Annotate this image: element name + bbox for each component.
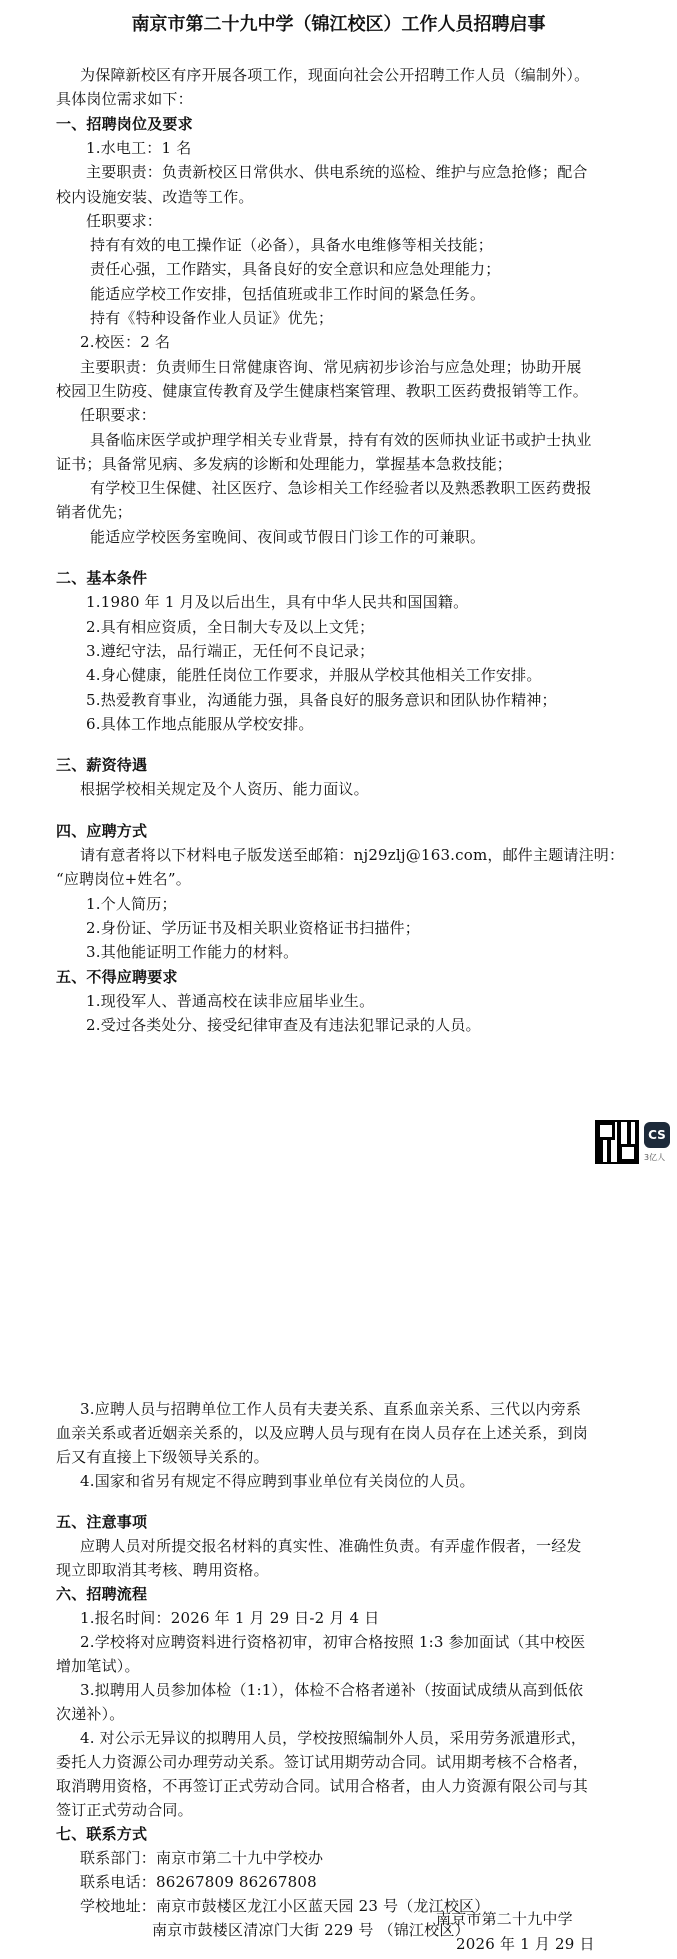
text-line: 具体岗位需求如下：: [56, 90, 193, 109]
section-heading: 二、基本条件: [56, 569, 148, 587]
text-line: 次递补）。: [56, 1704, 125, 1723]
text-line: “应聘岗位+姓名”。: [56, 870, 191, 889]
section-heading: 六、招聘流程: [56, 1584, 148, 1603]
text-line: 委托人力资源公司办理劳动关系。签订试用期劳动合同。试用期考核不合格者，: [56, 1752, 589, 1771]
text-line: 增加笔试）。: [56, 1656, 140, 1675]
text-line: 1.水电工：1 名: [86, 138, 192, 157]
text-line: 1.报名时间：2026 年 1 月 29 日-2 月 4 日: [80, 1608, 380, 1627]
text-line: 现立即取消其考核、聘用资格。: [56, 1560, 269, 1579]
text-line: 任职要求：: [86, 211, 163, 230]
text-line: 校内设施安装、改造等工作。: [56, 187, 254, 206]
text-line: 有学校卫生保健、社区医疗、急诊相关工作经验者以及熟悉教职工医药费报: [90, 479, 592, 498]
text-line: 任职要求：: [80, 406, 157, 425]
text-line: 4. 对公示无异议的拟聘用人员，学校按照编制外人员，采用劳务派遣形式，: [80, 1728, 587, 1747]
section-heading: 四、应聘方式: [56, 821, 148, 840]
signature-school: 南京市第二十九中学: [436, 1910, 573, 1928]
text-line: 销者优先；: [56, 503, 133, 522]
text-line: 签订正式劳动合同。: [56, 1800, 193, 1819]
text-line: 3.其他能证明工作能力的材料。: [86, 943, 299, 962]
text-line: 联系电话：86267809 86267808: [80, 1872, 317, 1891]
text-line: 3.拟聘用人员参加体检（1:1），体检不合格者递补（按面试成绩从高到低依: [80, 1680, 584, 1699]
section-heading: 五、不得应聘要求: [56, 967, 178, 986]
text-line: 4.身心健康，能胜任岗位工作要求，并服从学校其他相关工作安排。: [86, 666, 542, 685]
text-line: 主要职责：负责新校区日常供水、供电系统的巡检、维护与应急抢修；配合: [86, 163, 588, 182]
text-line: 能适应学校医务室晚间、夜间或节假日门诊工作的可兼职。: [90, 527, 486, 546]
text-line: 证书；具备常见病、多发病的诊断和处理能力，掌握基本急救技能；: [56, 454, 513, 473]
section-heading: 七、联系方式: [56, 1824, 148, 1843]
text-line: 2.身份证、学历证书及相关职业资格证书扫描件；: [86, 918, 420, 937]
text-line: 根据学校相关规定及个人资历、能力面议。: [80, 780, 369, 799]
text-line: 具备临床医学或护理学相关专业背景，持有有效的医师执业证书或护士执业: [90, 430, 592, 449]
text-line: 1.现役军人、普通高校在读非应届毕业生。: [86, 991, 375, 1010]
text-line: 3.应聘人员与招聘单位工作人员有夫妻关系、直系血亲关系、三代以内旁系: [80, 1400, 582, 1418]
text-line: 6.具体工作地点能服从学校安排。: [86, 714, 314, 733]
text-line: 1.1980 年 1 月及以后出生，具有中华人民共和国国籍。: [86, 593, 469, 612]
scanner-logo-icon: CS: [644, 1122, 670, 1148]
text-line: 请有意者将以下材料电子版发送至邮箱：nj29zlj@163.com，邮件主题请注明：: [80, 846, 625, 865]
text-line: 2.具有相应资质，全日制大专及以上文凭；: [86, 617, 375, 636]
text-line: 责任心强，工作踏实，具备良好的安全意识和应急处理能力；: [90, 260, 501, 279]
text-line: 3.遵纪守法，品行端正，无任何不良记录；: [86, 641, 375, 660]
text-line: 主要职责：负责师生日常健康咨询、常见病初步诊治与应急处理；协助开展: [80, 357, 582, 376]
text-line: 为保障新校区有序开展各项工作，现面向社会公开招聘工作人员（编制外）。: [80, 66, 590, 84]
text-line: 2.校医：2 名: [80, 333, 171, 352]
text-line: 血亲关系或者近姻亲关系的，以及应聘人员与现有在岗人员存在上述关系，到岗: [56, 1424, 589, 1442]
text-line: 2.学校将对应聘资料进行资格初审，初审合格按照 1:3 参加面试（其中校医: [80, 1632, 586, 1651]
scanner-caption: 3亿人: [644, 1153, 666, 1162]
text-line: 持有有效的电工操作证（必备），具备水电维修等相关技能；: [90, 236, 493, 255]
text-line: 后又有直接上下级领导关系的。: [56, 1448, 269, 1466]
signature-date: 2026 年 1 月 29 日: [456, 1935, 595, 1953]
text-line: 持有《特种设备作业人员证》优先；: [90, 309, 334, 327]
text-line: 学校地址：南京市鼓楼区龙江小区蓝天园 23 号（龙江校区）: [80, 1896, 490, 1915]
text-line: 4.国家和省另有规定不得应聘到事业单位有关岗位的人员。: [80, 1472, 475, 1490]
document-title: 南京市第二十九中学（锦江校区）工作人员招聘启事: [131, 14, 546, 35]
text-line: 校园卫生防疫、健康宣传教育及学生健康档案管理、教职工医药费报销等工作。: [56, 381, 589, 400]
text-line: 能适应学校工作安排，包括值班或非工作时间的紧急任务。: [90, 284, 486, 303]
text-line: 南京市鼓楼区清凉门大街 229 号 （锦江校区）: [152, 1920, 470, 1939]
text-line: 1.个人简历；: [86, 894, 177, 913]
text-line: 联系部门：南京市第二十九中学校办: [80, 1848, 324, 1867]
text-line: 应聘人员对所提交报名材料的真实性、准确性负责。有弄虚作假者，一经发: [80, 1536, 582, 1555]
text-line: 2.受过各类处分、接受纪律审查及有违法犯罪记录的人员。: [86, 1016, 481, 1035]
section-heading: 五、注意事项: [56, 1512, 148, 1531]
section-heading: 一、招聘岗位及要求: [56, 114, 193, 133]
section-heading: 三、薪资待遇: [56, 756, 148, 775]
qr-code: [595, 1120, 639, 1164]
text-line: 5.热爱教育事业，沟通能力强，具备良好的服务意识和团队协作精神；: [86, 690, 557, 709]
text-line: 取消聘用资格，不再签订正式劳动合同。试用合格者，由人力资源有限公司与其: [56, 1776, 589, 1795]
